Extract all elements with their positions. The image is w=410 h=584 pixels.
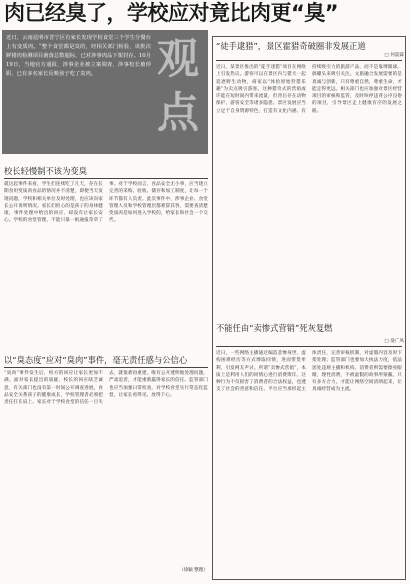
watermark-logo: 观点 <box>156 34 199 137</box>
section-4-body: 近日，一些网络主播通过编造悲惨身世、虚构困难经历等方式博取同情，进而带货牟利，引发网友声讨。所谓“卖惨式营销”，本质上是利用人们的同情心进行消费欺诈。这种行为不仅损害了消费者的合法权益，也透支了社会的善意和信任。平台应当承担起主体责任，完善审核机制，对虚假内容及时下架处理；监管部门也要加大执法力度，依法惩处违规主播和机构。消费者则需要擦亮眼睛，理性消费，不被虚假的故事所蒙蔽。只有多方合力，才能让网络空间清朗起来，让真诚经营成为主流。 <box>216 351 402 393</box>
signature: （徐颖 整理） <box>178 568 208 573</box>
section-2-body: “臭肉”事件发生后，校方的回应让家长更加不满。面对家长提出的质疑，校长的回应缺乏诚意，有关部门也没有第一时间公开调查进展。食品安全关系孩子的健康成长，学校管理者必须把责任扛在肩上。家长对于学校食堂的信任一旦失去，就很难再重建。唯有公开透明地处理问题，严肃追责，才能重新赢得家长的信任。监管部门也应当加强日常检查，对学校食堂实行常态化监督，让家长看得见、放得下心。 <box>4 371 208 406</box>
section-3-body: 近日，某景区推出的“徒手逮猎”项目在网络上引发热议。游客可以在景区内与猎犬一起追逐野生动物，商家以“体验原始狩猎乐趣”为卖点吸引游客。这种猎奇式的营销或许能在短时间内带来流量，但背后存在动物保护、游客安全等诸多隐患。景区发展应当立足于自身资源特色，打造有文化内涵、有持续吸引力的旅游产品，而不是靠博眼球、搞噱头来吸引关注。文旅融合发展需要的是真诚与创新，只有尊重自然、尊重生命，才能走得更远。相关部门也应加强对景区经营项目的审核和监管，及时叫停违背公序良俗的项目，引导景区走上健康有序的发展之路。 <box>216 65 402 114</box>
section-3-author: □ 何震霖 <box>384 53 404 58</box>
divider <box>4 367 208 368</box>
divider <box>4 178 208 179</box>
section-3-title: “徒手逮猎”，景区霍猎奇破圈非发展正道 <box>216 41 366 51</box>
section-2-title: 以“臭态度”应对“臭肉”事件，毫无责任感与公信心 <box>4 355 188 365</box>
section-1-title: 校长轻慢制不该为变臭 <box>4 166 87 176</box>
section-4-title: 不能任由“卖惨式营销”死灰复燃 <box>216 323 333 333</box>
section-4-author: □ 晏广凤 <box>384 339 404 344</box>
lead-text: 近日，云南昆明市晋宁区有家长发现学校食堂三个学生分餐台上有变质肉。“整个食堂都是臭的，经相关部门检验，该批次鲜猪肉检测项目菌落总数超标，已对涉事肉品下架封存。10月19日，当地官方通报，涉事企业被立案调查，涉事校长被停职，已有多名家长反映孩子吃了臭肉。 <box>6 35 151 77</box>
divider <box>216 60 402 61</box>
section-1-body: 就这起事件来看，学生们连续吃了几天，存在长期食用变质肉食品的情况并不清楚，即便当天发现问题，学校和相关单位及时处理，也应该向家长公开说明情况。家长们担心的是孩子的身体健康，事件处理中给出的回应，却没有让家长安心。学校的食堂管理，不能只靠一纸通报草草了事。对于学校而言，食品安全无小事，应当建立完善的采购、验收、储存和加工制度，让每一个环节都有人负责。此次事件中，涉事企业、食堂管理人员和学校管理层都难辞其咎，需要查清楚变质肉是如何进入学校的，给家长和社会一个交代。 <box>4 182 208 224</box>
headline: 肉已经臭了，学校应对竟比肉更“臭” <box>4 1 339 25</box>
divider <box>216 346 402 347</box>
